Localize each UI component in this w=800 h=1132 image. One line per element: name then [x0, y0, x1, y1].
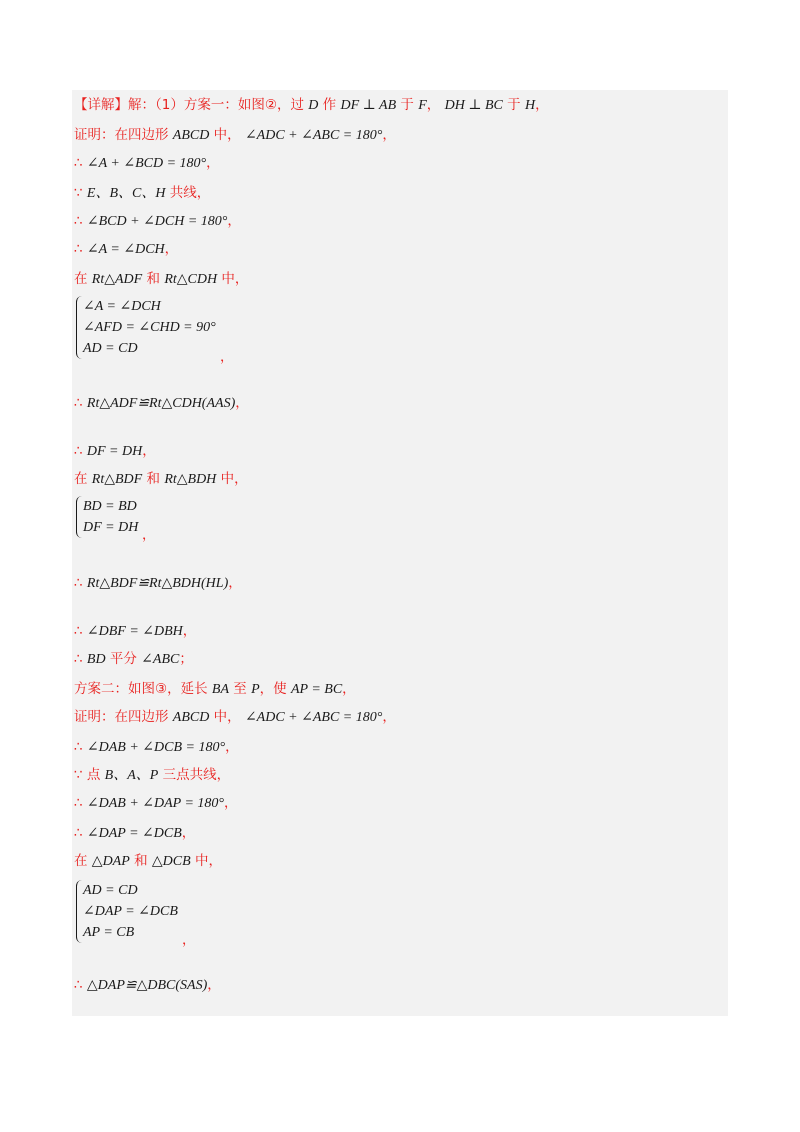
math-expression: △DAP≌△DBC(SAS) [86, 978, 208, 993]
math-expression: ABCD [172, 710, 210, 725]
text-fragment: ∴ [74, 241, 87, 257]
math-expression: BA [211, 682, 230, 697]
solution-line [74, 212, 241, 231]
text-fragment: ， [224, 795, 238, 811]
math-expression: BD [86, 652, 106, 667]
math-expression: ∠DAB + ∠DAP = 180° [86, 796, 225, 811]
equation-row: ∠DAP = ∠DCB [83, 904, 178, 919]
equation-system-comma: ， [182, 932, 196, 948]
text-fragment: ， [182, 623, 197, 639]
text-fragment: ， [235, 395, 249, 411]
math-expression: △DAP [91, 854, 130, 869]
solution-line [74, 96, 549, 115]
math-expression: H [524, 98, 536, 113]
equation-system [76, 296, 216, 359]
text-fragment: 平分 [105, 651, 142, 667]
solution-line [74, 976, 221, 995]
text-fragment: ∴ [74, 977, 87, 993]
math-expression: ∠DBF = ∠DBH [86, 624, 183, 639]
text-fragment: ， [164, 241, 179, 257]
math-expression: Rt△CDH [164, 272, 218, 287]
math-expression: D [308, 98, 319, 113]
text-fragment: ， [382, 709, 396, 725]
text-fragment: ∴ [74, 155, 87, 171]
text-fragment: 至 [229, 681, 252, 697]
text-fragment: ∴ [74, 651, 87, 667]
equation-system-comma: ， [220, 349, 234, 365]
equation-system-comma: ， [142, 527, 156, 543]
solution-line [74, 852, 222, 871]
math-expression: △DCB [151, 854, 191, 869]
equation-system [76, 880, 178, 943]
math-expression: Rt△BDF≌Rt△BDH(HL) [86, 576, 229, 591]
text-fragment: ∴ [74, 795, 87, 811]
math-expression: ∠DAB + ∠DCB = 180° [86, 740, 226, 755]
text-fragment: ∴ [74, 825, 87, 841]
text-fragment: ， [181, 825, 196, 841]
text-fragment: 共线， [165, 185, 211, 201]
equation-system [76, 496, 138, 538]
solution-line [74, 126, 396, 145]
equation-row: AP = CB [83, 925, 135, 940]
equation-row: DF = DH [83, 520, 139, 535]
math-expression: ABCD [172, 128, 210, 143]
math-expression: ∠A = ∠DCH [86, 242, 165, 257]
text-fragment: ， [426, 97, 445, 113]
text-fragment: ， [142, 443, 156, 459]
math-expression: ∠BCD + ∠DCH = 180° [86, 214, 228, 229]
math-expression: F [418, 98, 427, 113]
solution-line [74, 794, 238, 813]
text-fragment: 证明：在四边形 [74, 709, 173, 725]
text-fragment: ， [207, 977, 221, 993]
text-fragment: 和 [142, 471, 165, 487]
equation-row: BD = BD [83, 499, 137, 514]
math-expression: DF = DH [86, 444, 143, 459]
text-fragment: 中， [209, 127, 245, 143]
text-fragment: 在 [74, 271, 92, 287]
text-fragment: 和 [129, 853, 152, 869]
math-expression: ∠A + ∠BCD = 180° [86, 156, 207, 171]
text-fragment: ， [342, 681, 356, 697]
text-fragment: ， [382, 127, 396, 143]
solution-line [74, 680, 356, 699]
text-fragment: 于 [502, 97, 525, 113]
math-expression: ∠ABC [141, 652, 180, 667]
solution-line [74, 738, 239, 757]
text-fragment: 中， [217, 271, 249, 287]
text-fragment: ∵ 点 [74, 767, 105, 783]
solution-line [74, 270, 248, 289]
text-fragment: 中， [209, 709, 245, 725]
text-fragment: 中， [216, 471, 248, 487]
text-fragment: 于 [396, 97, 419, 113]
equation-row: AD = CD [83, 883, 138, 898]
text-fragment: ， [206, 155, 220, 171]
text-fragment: 作 [318, 97, 341, 113]
math-expression: AP = BC [290, 682, 343, 697]
text-fragment: ∴ [74, 443, 87, 459]
solution-line [74, 394, 249, 413]
text-fragment: ∵ [74, 185, 87, 201]
text-fragment: ∴ [74, 623, 87, 639]
text-fragment: ∴ [74, 739, 87, 755]
text-fragment: 方案二：如图③，延长 [74, 681, 212, 697]
text-fragment: 三点共线， [158, 767, 231, 783]
solution-line [74, 708, 396, 727]
math-expression: DF ⊥ AB [340, 98, 397, 113]
text-fragment: ， [535, 97, 549, 113]
math-expression: ∠ADC + ∠ABC = 180° [244, 128, 383, 143]
text-fragment: 证明：在四边形 [74, 127, 173, 143]
math-expression: Rt△ADF≌Rt△CDH(AAS) [86, 396, 236, 411]
solution-line [74, 766, 230, 785]
text-fragment: ， [225, 739, 239, 755]
text-fragment: 【详解】解：（1）方案一：如图②，过 [74, 97, 309, 113]
solution-line [74, 442, 156, 461]
text-fragment: 和 [142, 271, 165, 287]
text-fragment: 在 [74, 471, 92, 487]
text-fragment: ， [227, 213, 241, 229]
solution-line [74, 240, 178, 259]
text-fragment: ； [179, 651, 193, 667]
equation-row: ∠AFD = ∠CHD = 90° [83, 320, 216, 335]
solution-line [74, 184, 210, 203]
math-expression: Rt△ADF [91, 272, 143, 287]
text-fragment: 在 [74, 853, 92, 869]
math-expression: ∠DAP = ∠DCB [86, 826, 182, 841]
math-expression: Rt△BDF [91, 472, 143, 487]
equation-row: ∠A = ∠DCH [83, 299, 161, 314]
text-fragment: ∴ [74, 575, 87, 591]
math-expression: E、B、C、H [86, 186, 166, 201]
text-fragment: ∴ [74, 213, 87, 229]
math-expression: Rt△BDH [164, 472, 217, 487]
text-fragment: 中， [190, 853, 222, 869]
text-fragment: ∴ [74, 395, 87, 411]
solution-line [74, 574, 242, 593]
solution-line [74, 154, 220, 173]
math-expression: DH ⊥ BC [444, 98, 503, 113]
math-expression: P [251, 682, 260, 697]
solution-line [74, 470, 248, 489]
solution-line [74, 622, 196, 641]
text-fragment: ， [228, 575, 242, 591]
solution-line [74, 824, 195, 843]
text-fragment: ，使 [259, 681, 291, 697]
equation-row: AD = CD [83, 341, 138, 356]
solution-line [74, 650, 193, 669]
math-expression: ∠ADC + ∠ABC = 180° [244, 710, 383, 725]
math-expression: B、A、P [104, 768, 159, 783]
